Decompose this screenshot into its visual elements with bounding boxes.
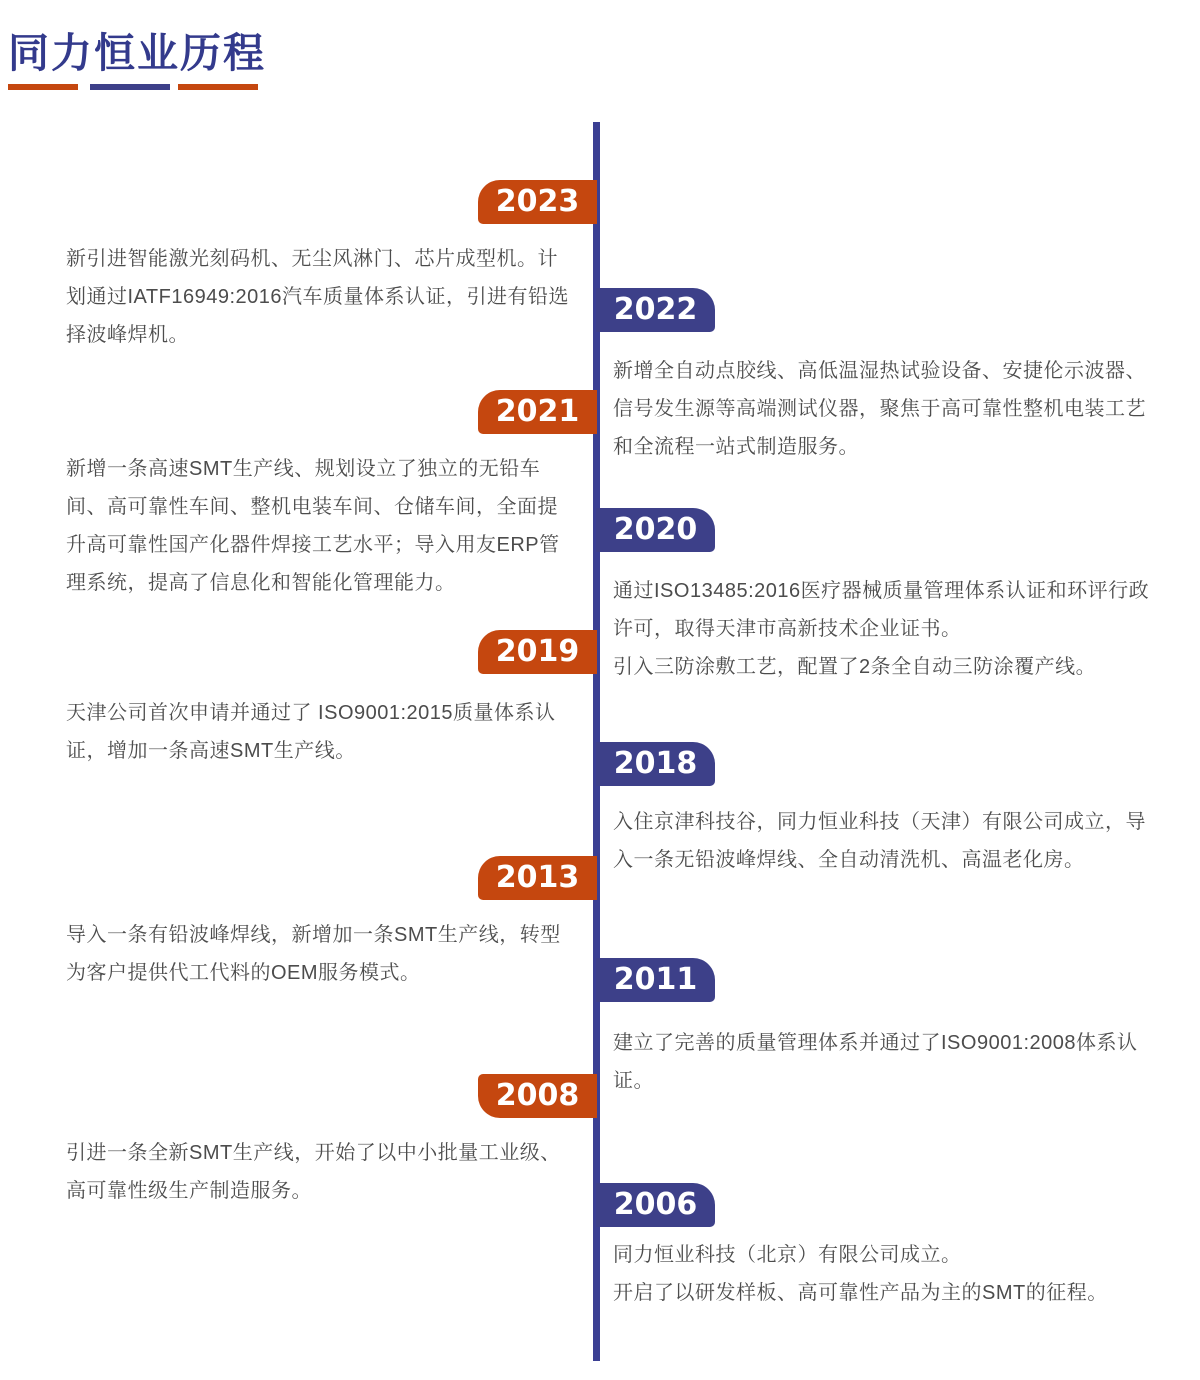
year-badge-2006: 2006: [596, 1183, 715, 1227]
title-underline-segment-right: [178, 84, 258, 90]
year-badge-2019: 2019: [478, 630, 597, 674]
title-underline-segment-left: [8, 84, 78, 90]
page-title: 同力恒业历程: [8, 30, 266, 76]
year-badge-2013: 2013: [478, 856, 597, 900]
year-badge-2021: 2021: [478, 390, 597, 434]
timeline-entry-2006: 同力恒业科技（北京）有限公司成立。 开启了以研发样板、高可靠性产品为主的SMT的征程。: [613, 1244, 1108, 1304]
timeline-entry-2008: 引进一条全新SMT生产线，开始了以中小批量工业级、高可靠性级生产制造服务。: [66, 1142, 561, 1202]
timeline-entry-2013: 导入一条有铅波峰焊线，新增加一条SMT生产线，转型为客户提供代工代料的OEM服务模式。: [66, 924, 561, 984]
year-badge-2023: 2023: [478, 180, 597, 224]
timeline-entry-2023: 新引进智能激光刻码机、无尘风淋门、芯片成型机。计划通过IATF16949:2016汽车质量体系认证，引进有铅选择波峰焊机。: [66, 248, 570, 346]
timeline-entry-2020: 通过ISO13485:2016医疗器械质量管理体系认证和环评行政许可，取得天津市高新技术企业证书。 引入三防涂敷工艺，配置了2条全自动三防涂覆产线。: [613, 580, 1150, 678]
timeline-entry-2018: 入住京津科技谷，同力恒业科技（天津）有限公司成立，导入一条无铅波峰焊线、全自动清洗机、高温老化房。: [613, 811, 1146, 871]
year-badge-2022: 2022: [596, 288, 715, 332]
timeline-entry-2011: 建立了完善的质量管理体系并通过了ISO9001:2008体系认证。: [613, 1032, 1138, 1092]
timeline-entry-2019: 天津公司首次申请并通过了 ISO9001:2015质量体系认证，增加一条高速SMT生产线。: [66, 702, 556, 762]
timeline-entry-2022: 新增全自动点胶线、高低温湿热试验设备、安捷伦示波器、信号发生源等高端测试仪器，聚焦于高可靠性整机电装工艺和全流程一站式制造服务。: [613, 360, 1146, 458]
year-badge-2008: 2008: [478, 1074, 597, 1118]
title-underline-segment-middle: [90, 84, 170, 90]
timeline-entry-2021: 新增一条高速SMT生产线、规划设立了独立的无铅车间、高可靠性车间、整机电装车间、仓储车间，全面提升高可靠性国产化器件焊接工艺水平；导入用友ERP管理系统，提高了信息化和智能化管理能力。: [66, 458, 560, 594]
year-badge-2020: 2020: [596, 508, 715, 552]
year-badge-2011: 2011: [596, 958, 715, 1002]
year-badge-2018: 2018: [596, 742, 715, 786]
